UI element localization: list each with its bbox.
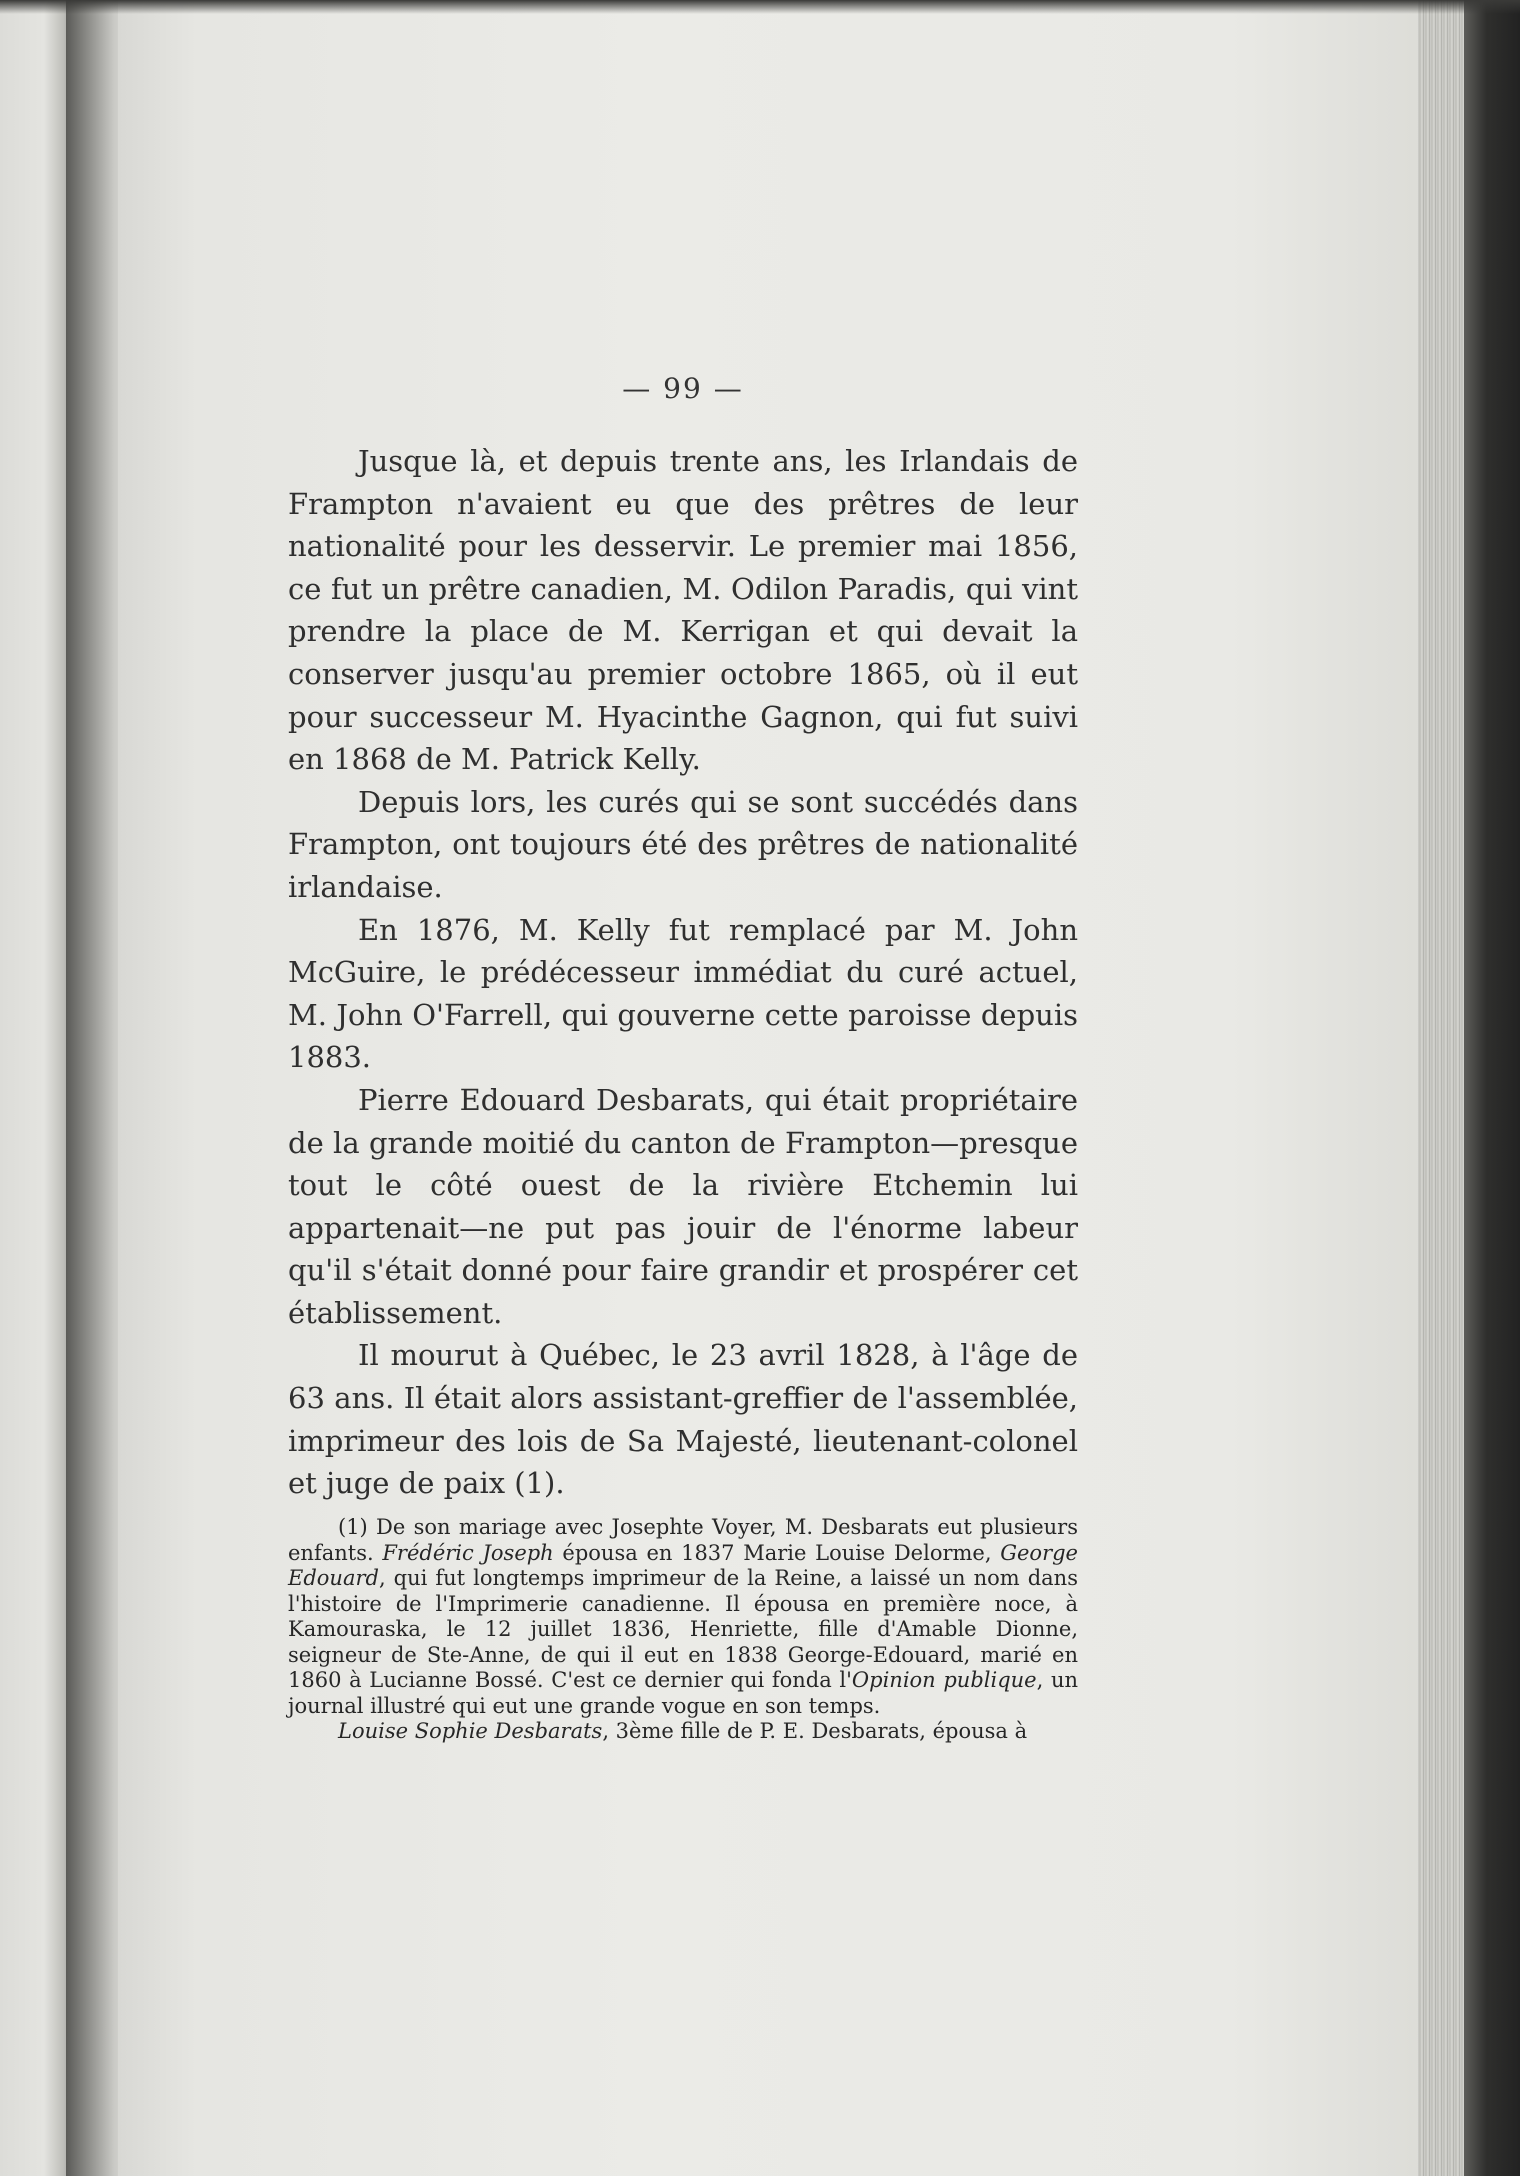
footnote-text: , un journal illustré qui eut une grande vogue en son temps.	[288, 1668, 1078, 1718]
page-stack-shadow	[1464, 0, 1520, 2176]
paragraph: Pierre Edouard Desbarats, qui était propriétaire de la grande moitié du canton de Frampton—presque tout le côté ouest de la rivière Etchemin lui appartenait—ne put pas jouir de l'énorme labeur qu'il s'était donné pour faire grandir et prospérer cet établissement.	[288, 1082, 1078, 1330]
paragraph: En 1876, M. Kelly fut remplacé par M. John McGuire, le prédécesseur immédiat du curé actuel, M. John O'Farrell, qui gouverne cette paroisse depuis 1883.	[288, 912, 1078, 1075]
footnote-text: , 3ème fille de P. E. Desbarats, épousa à	[602, 1719, 1028, 1743]
page-number: — 99 —	[622, 372, 744, 405]
footnote-emphasis: Louise Sophie Desbarats	[338, 1719, 603, 1743]
footnote-text: , qui fut longtemps imprimeur de la Reine, a laissé un nom dans l'histoire de l'Imprimerie canadienne. Il épousa en première noce, à Kamouraska, le 12 juillet 1836, Henriette, fille d'Amable Dionne, seigneur de Ste-Anne, de qui il eut en 1838 George-Edouard, marié en 1860 à Lucianne Bossé. C'est ce dernier qui fonda l'	[288, 1566, 1078, 1692]
footnotes	[288, 1515, 1078, 1745]
page-stack-edge	[1418, 0, 1464, 2176]
top-edge-shadow	[0, 0, 1520, 14]
paragraph: Il mourut à Québec, le 23 avril 1828, à l'âge de 63 ans. Il était alors assistant-greffier de l'assemblée, imprimeur des lois de Sa Majesté, lieutenant-colonel et juge de paix (1).	[288, 1338, 1078, 1501]
footnote-emphasis: Opinion publique	[851, 1668, 1037, 1692]
footnote-text: (1) De son mariage avec Josephte Voyer, M. Desbarats eut plusieurs enfants.	[288, 1515, 1078, 1565]
footnote-emphasis: George Edouard	[288, 1540, 1078, 1590]
paragraph: Depuis lors, les curés qui se sont succédés dans Frampton, ont toujours été des prêtres de nationalité irlandaise.	[288, 784, 1078, 904]
footnote-1	[288, 1515, 1078, 1719]
body-text	[288, 440, 1078, 1505]
footnote-text: épousa en 1837 Marie Louise Delorme,	[553, 1540, 1001, 1565]
paragraph: Jusque là, et depuis trente ans, les Irlandais de Frampton n'avaient eu que des prêtres de leur nationalité pour les desservir. Le premier mai 1856, ce fut un prêtre canadien, M. Odilon Paradis, qui vint prendre la place de M. Kerrigan et qui devait la conserver jusqu'au premier octobre 1865, où il eut pour successeur M. Hyacinthe Gagnon, qui fut suivi en 1868 de M. Patrick Kelly.	[288, 444, 1078, 777]
footnote-2	[288, 1719, 1078, 1745]
footnote-emphasis: Frédéric Joseph	[382, 1540, 554, 1565]
